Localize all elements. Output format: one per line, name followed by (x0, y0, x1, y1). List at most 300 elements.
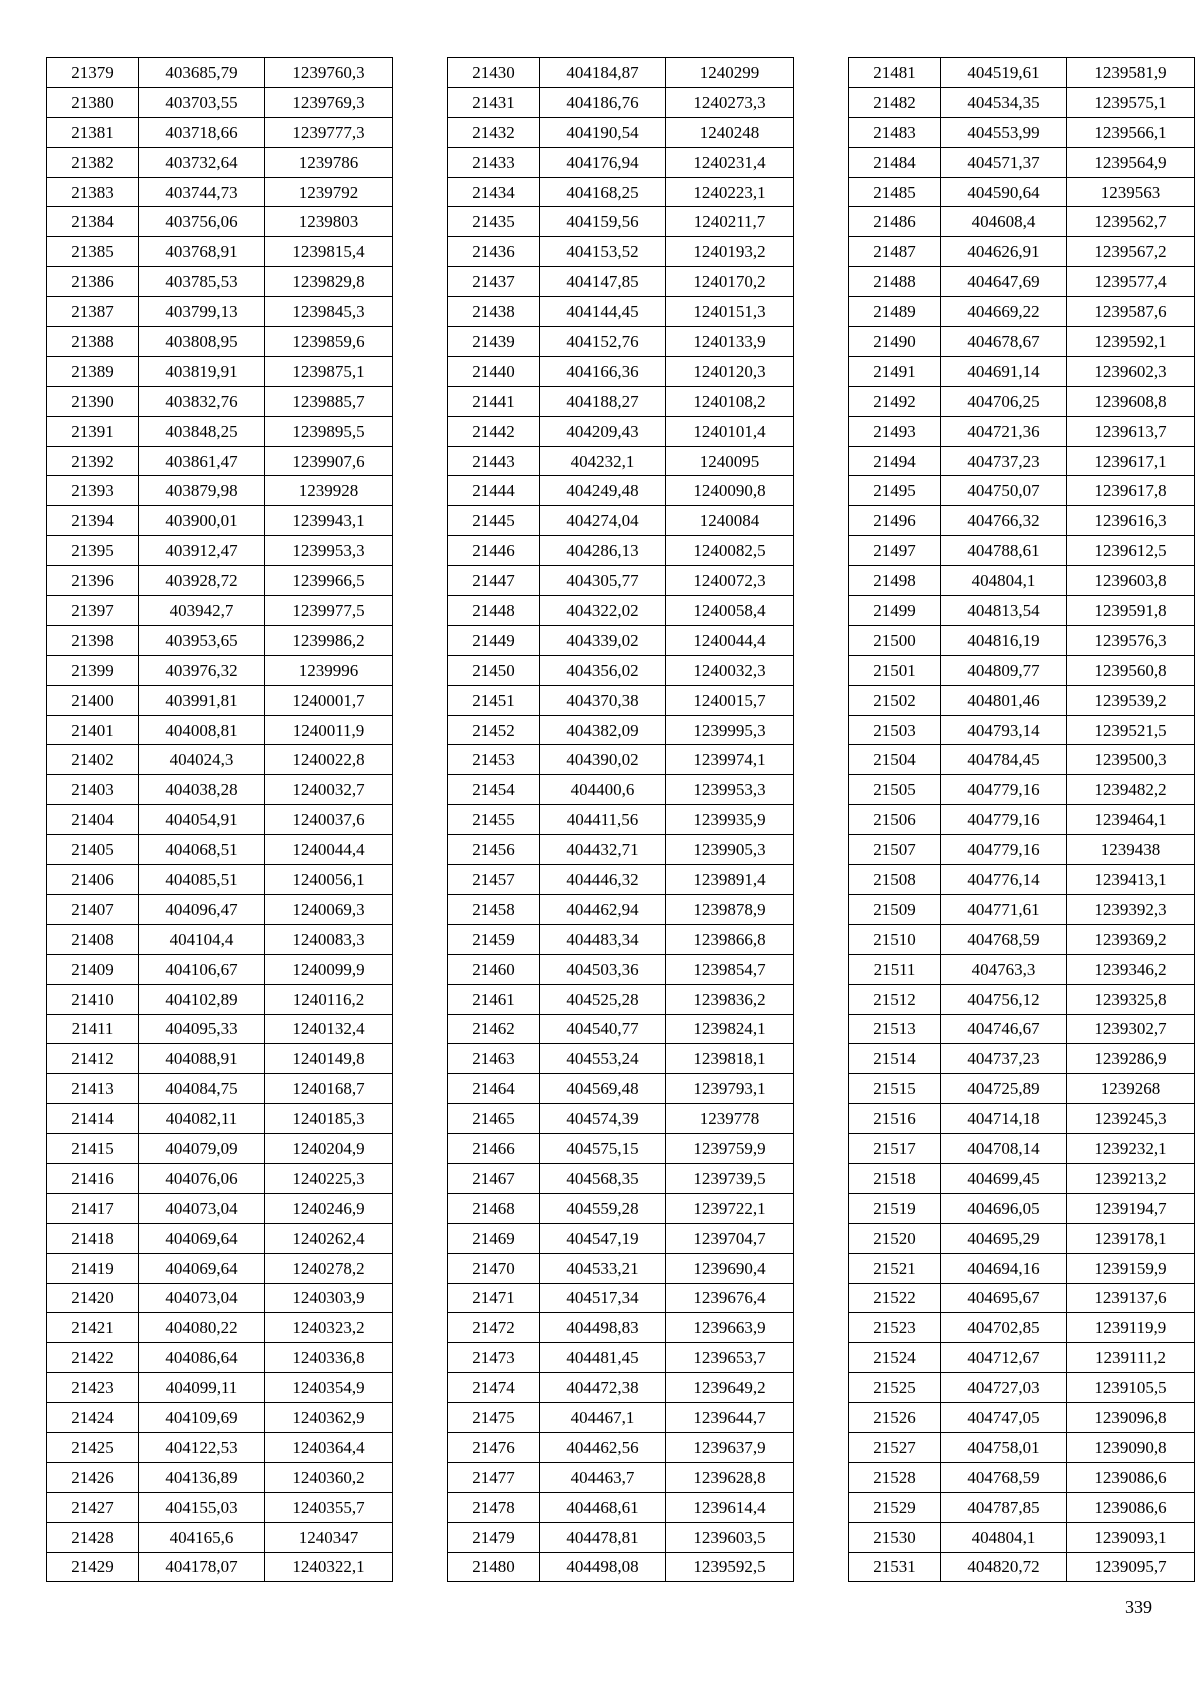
table-row (47, 596, 393, 626)
point-number-cell: 21490 (849, 327, 941, 357)
x-coordinate-cell: 404432,71 (540, 835, 666, 865)
y-coordinate-cell: 1239567,2 (1067, 237, 1195, 267)
table-row (448, 894, 794, 924)
point-number-cell: 21449 (448, 625, 540, 655)
point-number-cell: 21529 (849, 1492, 941, 1522)
point-number-cell: 21461 (448, 984, 540, 1014)
point-number-cell: 21499 (849, 596, 941, 626)
table-row (47, 356, 393, 386)
y-coordinate-cell: 1239895,5 (265, 416, 393, 446)
x-coordinate-cell: 404079,09 (139, 1134, 265, 1164)
point-number-cell: 21388 (47, 327, 139, 357)
point-number-cell: 21428 (47, 1522, 139, 1552)
point-number-cell: 21485 (849, 177, 941, 207)
point-number-cell: 21501 (849, 655, 941, 685)
x-coordinate-cell: 403848,25 (139, 416, 265, 446)
x-coordinate-cell: 404820,72 (941, 1552, 1067, 1582)
table-row (849, 117, 1195, 147)
table-row (849, 1522, 1195, 1552)
x-coordinate-cell: 403808,95 (139, 327, 265, 357)
table-row (47, 237, 393, 267)
x-coordinate-cell: 404096,47 (139, 894, 265, 924)
table-row (849, 566, 1195, 596)
x-coordinate-cell: 404669,22 (941, 297, 1067, 327)
table-row (47, 655, 393, 685)
y-coordinate-cell: 1239953,3 (666, 775, 794, 805)
table-row (47, 1432, 393, 1462)
y-coordinate-cell: 1239612,5 (1067, 536, 1195, 566)
point-number-cell: 21454 (448, 775, 540, 805)
x-coordinate-cell: 404525,28 (540, 984, 666, 1014)
x-coordinate-cell: 404569,48 (540, 1074, 666, 1104)
point-number-cell: 21525 (849, 1373, 941, 1403)
point-number-cell: 21437 (448, 267, 540, 297)
table-row (47, 117, 393, 147)
x-coordinate-cell: 403819,91 (139, 356, 265, 386)
table-row (849, 685, 1195, 715)
table-row (849, 207, 1195, 237)
x-coordinate-cell: 404102,89 (139, 984, 265, 1014)
y-coordinate-cell: 1239093,1 (1067, 1522, 1195, 1552)
table-row (849, 1104, 1195, 1134)
table-row (448, 536, 794, 566)
y-coordinate-cell: 1240151,3 (666, 297, 794, 327)
point-number-cell: 21393 (47, 476, 139, 506)
x-coordinate-cell: 403991,81 (139, 685, 265, 715)
x-coordinate-cell: 404104,4 (139, 924, 265, 954)
table-row (47, 924, 393, 954)
point-number-cell: 21507 (849, 835, 941, 865)
x-coordinate-cell: 403953,65 (139, 625, 265, 655)
x-coordinate-cell: 404155,03 (139, 1492, 265, 1522)
table-row (448, 207, 794, 237)
point-number-cell: 21446 (448, 536, 540, 566)
point-number-cell: 21520 (849, 1223, 941, 1253)
x-coordinate-cell: 404462,56 (540, 1432, 666, 1462)
table-row (849, 87, 1195, 117)
y-coordinate-cell: 1239603,8 (1067, 566, 1195, 596)
table-row (47, 1223, 393, 1253)
x-coordinate-cell: 404322,02 (540, 596, 666, 626)
x-coordinate-cell: 404575,15 (540, 1134, 666, 1164)
point-number-cell: 21460 (448, 954, 540, 984)
table-row (849, 954, 1195, 984)
x-coordinate-cell: 404712,67 (941, 1343, 1067, 1373)
x-coordinate-cell: 404779,16 (941, 775, 1067, 805)
x-coordinate-cell: 404463,7 (540, 1462, 666, 1492)
point-number-cell: 21504 (849, 745, 941, 775)
y-coordinate-cell: 1240083,3 (265, 924, 393, 954)
y-coordinate-cell: 1239096,8 (1067, 1403, 1195, 1433)
point-number-cell: 21433 (448, 147, 540, 177)
table-row (849, 625, 1195, 655)
point-number-cell: 21487 (849, 237, 941, 267)
y-coordinate-cell: 1239591,8 (1067, 596, 1195, 626)
y-coordinate-cell: 1240090,8 (666, 476, 794, 506)
table-row (849, 267, 1195, 297)
x-coordinate-cell: 404467,1 (540, 1403, 666, 1433)
table-row (849, 1373, 1195, 1403)
y-coordinate-cell: 1239095,7 (1067, 1552, 1195, 1582)
table-row (448, 1104, 794, 1134)
table-row (448, 1163, 794, 1193)
point-number-cell: 21484 (849, 147, 941, 177)
y-coordinate-cell: 1239759,9 (666, 1134, 794, 1164)
table-row (849, 596, 1195, 626)
table-row (849, 1044, 1195, 1074)
x-coordinate-cell: 403768,91 (139, 237, 265, 267)
table-row (849, 1343, 1195, 1373)
y-coordinate-cell: 1239194,7 (1067, 1193, 1195, 1223)
y-coordinate-cell: 1239617,1 (1067, 446, 1195, 476)
y-coordinate-cell: 1239119,9 (1067, 1313, 1195, 1343)
x-coordinate-cell: 404153,52 (540, 237, 666, 267)
y-coordinate-cell: 1239786 (265, 147, 393, 177)
point-number-cell: 21502 (849, 685, 941, 715)
coordinate-table-2 (447, 57, 794, 1582)
table-row (47, 1193, 393, 1223)
point-number-cell: 21497 (849, 536, 941, 566)
table-row (849, 1074, 1195, 1104)
table-row (448, 416, 794, 446)
table-row (448, 805, 794, 835)
y-coordinate-cell: 1239986,2 (265, 625, 393, 655)
y-coordinate-cell: 1239438 (1067, 835, 1195, 865)
x-coordinate-cell: 404076,06 (139, 1163, 265, 1193)
table-row (849, 506, 1195, 536)
x-coordinate-cell: 404574,39 (540, 1104, 666, 1134)
point-number-cell: 21516 (849, 1104, 941, 1134)
y-coordinate-cell: 1239587,6 (1067, 297, 1195, 327)
y-coordinate-cell: 1239086,6 (1067, 1492, 1195, 1522)
y-coordinate-cell: 1239722,1 (666, 1193, 794, 1223)
point-number-cell: 21444 (448, 476, 540, 506)
y-coordinate-cell: 1240347 (265, 1522, 393, 1552)
point-number-cell: 21471 (448, 1283, 540, 1313)
table-row (849, 1403, 1195, 1433)
y-coordinate-cell: 1239907,6 (265, 446, 393, 476)
point-number-cell: 21464 (448, 1074, 540, 1104)
table-row (849, 476, 1195, 506)
table-row (47, 1074, 393, 1104)
table-row (47, 1253, 393, 1283)
table-row (849, 805, 1195, 835)
x-coordinate-cell: 404390,02 (540, 745, 666, 775)
table-row (448, 1403, 794, 1433)
y-coordinate-cell: 1239995,3 (666, 715, 794, 745)
point-number-cell: 21396 (47, 566, 139, 596)
x-coordinate-cell: 404084,75 (139, 1074, 265, 1104)
table-row (448, 1462, 794, 1492)
point-number-cell: 21469 (448, 1223, 540, 1253)
y-coordinate-cell: 1239482,2 (1067, 775, 1195, 805)
y-coordinate-cell: 1239560,8 (1067, 655, 1195, 685)
y-coordinate-cell: 1239464,1 (1067, 805, 1195, 835)
y-coordinate-cell: 1239690,4 (666, 1253, 794, 1283)
point-number-cell: 21465 (448, 1104, 540, 1134)
y-coordinate-cell: 1239613,7 (1067, 416, 1195, 446)
x-coordinate-cell: 403861,47 (139, 446, 265, 476)
y-coordinate-cell: 1239178,1 (1067, 1223, 1195, 1253)
table-row (47, 506, 393, 536)
y-coordinate-cell: 1239704,7 (666, 1223, 794, 1253)
x-coordinate-cell: 404503,36 (540, 954, 666, 984)
table-row (47, 1462, 393, 1492)
x-coordinate-cell: 404159,56 (540, 207, 666, 237)
x-coordinate-cell: 404382,09 (540, 715, 666, 745)
y-coordinate-cell: 1239653,7 (666, 1343, 794, 1373)
table-row (448, 685, 794, 715)
table-row (448, 386, 794, 416)
y-coordinate-cell: 1240211,7 (666, 207, 794, 237)
y-coordinate-cell: 1239996 (265, 655, 393, 685)
table-row (849, 177, 1195, 207)
y-coordinate-cell: 1240262,4 (265, 1223, 393, 1253)
point-number-cell: 21448 (448, 596, 540, 626)
y-coordinate-cell: 1239137,6 (1067, 1283, 1195, 1313)
y-coordinate-cell: 1240011,9 (265, 715, 393, 745)
table-row (448, 1373, 794, 1403)
table-row (448, 147, 794, 177)
y-coordinate-cell: 1239803 (265, 207, 393, 237)
point-number-cell: 21423 (47, 1373, 139, 1403)
x-coordinate-cell: 403879,98 (139, 476, 265, 506)
table-row (448, 506, 794, 536)
x-coordinate-cell: 404069,64 (139, 1253, 265, 1283)
y-coordinate-cell: 1239592,5 (666, 1552, 794, 1582)
point-number-cell: 21512 (849, 984, 941, 1014)
y-coordinate-cell: 1239086,6 (1067, 1462, 1195, 1492)
x-coordinate-cell: 404727,03 (941, 1373, 1067, 1403)
point-number-cell: 21498 (849, 566, 941, 596)
table-row (448, 1522, 794, 1552)
point-number-cell: 21524 (849, 1343, 941, 1373)
x-coordinate-cell: 404286,13 (540, 536, 666, 566)
point-number-cell: 21492 (849, 386, 941, 416)
y-coordinate-cell: 1240058,4 (666, 596, 794, 626)
point-number-cell: 21395 (47, 536, 139, 566)
table-row (849, 1014, 1195, 1044)
table-row (47, 1522, 393, 1552)
y-coordinate-cell: 1239824,1 (666, 1014, 794, 1044)
y-coordinate-cell: 1239875,1 (265, 356, 393, 386)
y-coordinate-cell: 1239603,5 (666, 1522, 794, 1552)
point-number-cell: 21477 (448, 1462, 540, 1492)
point-number-cell: 21531 (849, 1552, 941, 1582)
table-row (47, 1134, 393, 1164)
y-coordinate-cell: 1240082,5 (666, 536, 794, 566)
table-row (849, 1193, 1195, 1223)
table-row (849, 237, 1195, 267)
point-number-cell: 21462 (448, 1014, 540, 1044)
x-coordinate-cell: 404481,45 (540, 1343, 666, 1373)
point-number-cell: 21422 (47, 1343, 139, 1373)
table-row (47, 87, 393, 117)
x-coordinate-cell: 404768,59 (941, 924, 1067, 954)
point-number-cell: 21472 (448, 1313, 540, 1343)
y-coordinate-cell: 1239760,3 (265, 58, 393, 88)
point-number-cell: 21500 (849, 625, 941, 655)
y-coordinate-cell: 1240056,1 (265, 865, 393, 895)
table-row (448, 1193, 794, 1223)
x-coordinate-cell: 404073,04 (139, 1193, 265, 1223)
table-row (849, 1253, 1195, 1283)
table-row (47, 327, 393, 357)
table-row (448, 1283, 794, 1313)
y-coordinate-cell: 1239943,1 (265, 506, 393, 536)
x-coordinate-cell: 404186,76 (540, 87, 666, 117)
table-row (47, 1014, 393, 1044)
y-coordinate-cell: 1239905,3 (666, 835, 794, 865)
y-coordinate-cell: 1239608,8 (1067, 386, 1195, 416)
table-row (47, 1313, 393, 1343)
x-coordinate-cell: 404069,64 (139, 1223, 265, 1253)
point-number-cell: 21453 (448, 745, 540, 775)
y-coordinate-cell: 1239566,1 (1067, 117, 1195, 147)
point-number-cell: 21470 (448, 1253, 540, 1283)
x-coordinate-cell: 404468,61 (540, 1492, 666, 1522)
y-coordinate-cell: 1239974,1 (666, 745, 794, 775)
y-coordinate-cell: 1239866,8 (666, 924, 794, 954)
table-row (448, 566, 794, 596)
table-row (448, 476, 794, 506)
y-coordinate-cell: 1240225,3 (265, 1163, 393, 1193)
x-coordinate-cell: 404144,45 (540, 297, 666, 327)
table-row (849, 1462, 1195, 1492)
y-coordinate-cell: 1239845,3 (265, 297, 393, 327)
point-number-cell: 21495 (849, 476, 941, 506)
point-number-cell: 21383 (47, 177, 139, 207)
table-row (849, 416, 1195, 446)
x-coordinate-cell: 403799,13 (139, 297, 265, 327)
table-row (448, 835, 794, 865)
y-coordinate-cell: 1239616,3 (1067, 506, 1195, 536)
y-coordinate-cell: 1239575,1 (1067, 87, 1195, 117)
y-coordinate-cell: 1240223,1 (666, 177, 794, 207)
y-coordinate-cell: 1239564,9 (1067, 147, 1195, 177)
y-coordinate-cell: 1239739,5 (666, 1163, 794, 1193)
y-coordinate-cell: 1239935,9 (666, 805, 794, 835)
table-row (849, 386, 1195, 416)
table-row (448, 1313, 794, 1343)
point-number-cell: 21403 (47, 775, 139, 805)
x-coordinate-cell: 404274,04 (540, 506, 666, 536)
point-number-cell: 21494 (849, 446, 941, 476)
table-row (47, 715, 393, 745)
point-number-cell: 21496 (849, 506, 941, 536)
table-row (448, 237, 794, 267)
table-row (448, 117, 794, 147)
y-coordinate-cell: 1240108,2 (666, 386, 794, 416)
table-row (47, 894, 393, 924)
y-coordinate-cell: 1239777,3 (265, 117, 393, 147)
point-number-cell: 21450 (448, 655, 540, 685)
point-number-cell: 21474 (448, 1373, 540, 1403)
point-number-cell: 21429 (47, 1552, 139, 1582)
y-coordinate-cell: 1239854,7 (666, 954, 794, 984)
point-number-cell: 21518 (849, 1163, 941, 1193)
x-coordinate-cell: 403703,55 (139, 87, 265, 117)
point-number-cell: 21397 (47, 596, 139, 626)
x-coordinate-cell: 404737,23 (941, 446, 1067, 476)
point-number-cell: 21505 (849, 775, 941, 805)
x-coordinate-cell: 404771,61 (941, 894, 1067, 924)
table-row (849, 655, 1195, 685)
table-row (47, 1163, 393, 1193)
y-coordinate-cell: 1240248 (666, 117, 794, 147)
x-coordinate-cell: 403976,32 (139, 655, 265, 685)
point-number-cell: 21392 (47, 446, 139, 476)
table-row (448, 58, 794, 88)
y-coordinate-cell: 1239392,3 (1067, 894, 1195, 924)
y-coordinate-cell: 1240355,7 (265, 1492, 393, 1522)
point-number-cell: 21452 (448, 715, 540, 745)
table-row (849, 297, 1195, 327)
table-row (47, 1283, 393, 1313)
x-coordinate-cell: 404085,51 (139, 865, 265, 895)
point-number-cell: 21488 (849, 267, 941, 297)
point-number-cell: 21467 (448, 1163, 540, 1193)
x-coordinate-cell: 404008,81 (139, 715, 265, 745)
x-coordinate-cell: 404478,81 (540, 1522, 666, 1552)
table-row (849, 745, 1195, 775)
y-coordinate-cell: 1240095 (666, 446, 794, 476)
y-coordinate-cell: 1239977,5 (265, 596, 393, 626)
table-row (849, 1283, 1195, 1313)
x-coordinate-cell: 404708,14 (941, 1134, 1067, 1164)
point-number-cell: 21503 (849, 715, 941, 745)
point-number-cell: 21479 (448, 1522, 540, 1552)
table-row (47, 1044, 393, 1074)
table-row (47, 1492, 393, 1522)
point-number-cell: 21513 (849, 1014, 941, 1044)
point-number-cell: 21415 (47, 1134, 139, 1164)
x-coordinate-cell: 404695,29 (941, 1223, 1067, 1253)
x-coordinate-cell: 404068,51 (139, 835, 265, 865)
x-coordinate-cell: 404517,34 (540, 1283, 666, 1313)
point-number-cell: 21455 (448, 805, 540, 835)
x-coordinate-cell: 404746,67 (941, 1014, 1067, 1044)
point-number-cell: 21427 (47, 1492, 139, 1522)
table-row (448, 1343, 794, 1373)
x-coordinate-cell: 403928,72 (139, 566, 265, 596)
y-coordinate-cell: 1239953,3 (265, 536, 393, 566)
table-row (448, 1492, 794, 1522)
x-coordinate-cell: 404147,85 (540, 267, 666, 297)
point-number-cell: 21483 (849, 117, 941, 147)
table-row (849, 1492, 1195, 1522)
x-coordinate-cell: 404152,76 (540, 327, 666, 357)
table-row (47, 685, 393, 715)
y-coordinate-cell: 1239891,4 (666, 865, 794, 895)
y-coordinate-cell: 1240170,2 (666, 267, 794, 297)
y-coordinate-cell: 1239159,9 (1067, 1253, 1195, 1283)
y-coordinate-cell: 1240354,9 (265, 1373, 393, 1403)
y-coordinate-cell: 1239614,4 (666, 1492, 794, 1522)
table-row (849, 58, 1195, 88)
table-row (448, 1074, 794, 1104)
point-number-cell: 21379 (47, 58, 139, 88)
y-coordinate-cell: 1240116,2 (265, 984, 393, 1014)
point-number-cell: 21514 (849, 1044, 941, 1074)
table-row (448, 1223, 794, 1253)
x-coordinate-cell: 404122,53 (139, 1432, 265, 1462)
y-coordinate-cell: 1240193,2 (666, 237, 794, 267)
x-coordinate-cell: 404568,35 (540, 1163, 666, 1193)
x-coordinate-cell: 404779,16 (941, 835, 1067, 865)
point-number-cell: 21412 (47, 1044, 139, 1074)
table-row (849, 894, 1195, 924)
